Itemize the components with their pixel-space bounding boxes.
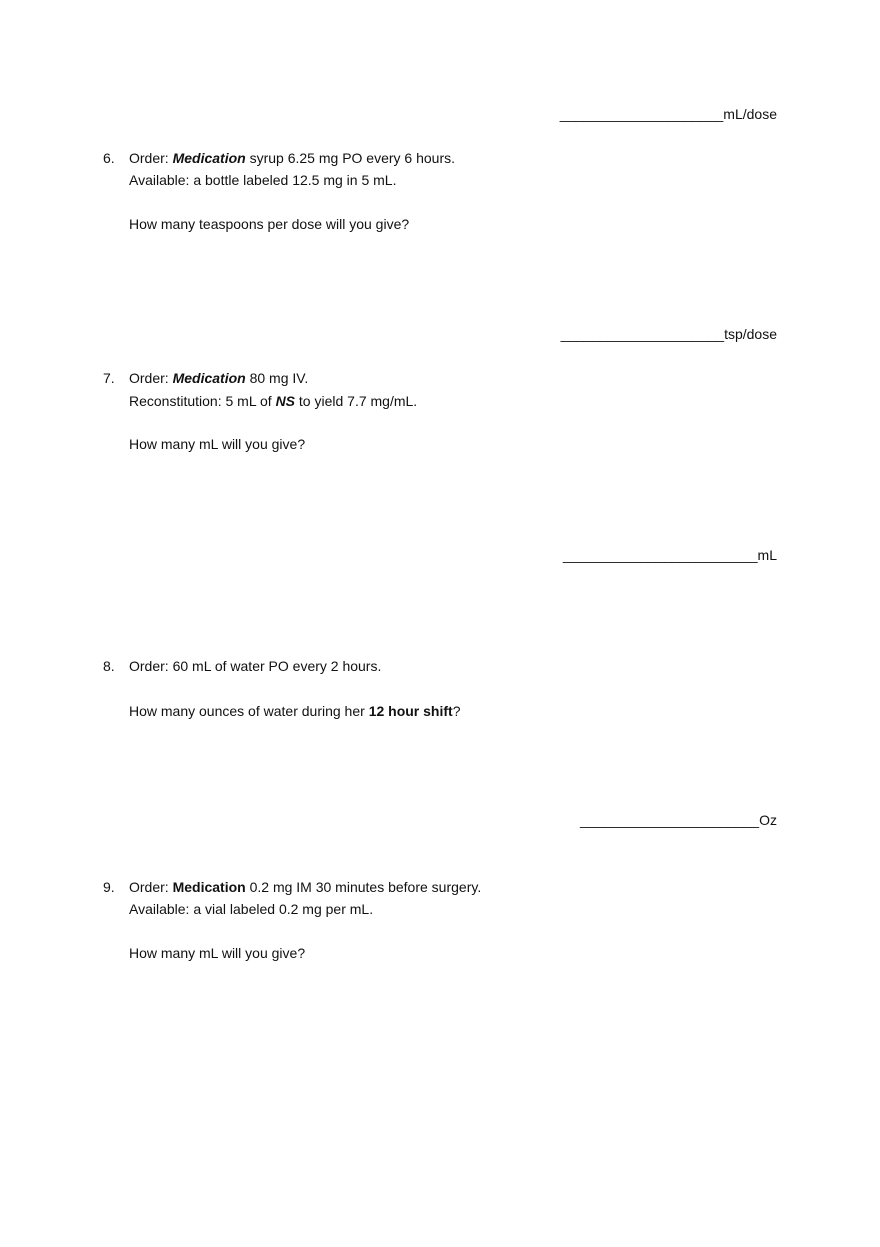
order-line <box>129 150 455 166</box>
answer-blank-ml[interactable]: _________________________mL <box>562 547 777 563</box>
question-suffix: ? <box>452 703 461 719</box>
shift-emphasis: 12 hour shift <box>368 703 453 719</box>
question-text: How many mL will you give? <box>129 436 306 452</box>
question-number: 6. <box>103 150 115 166</box>
order-line <box>129 370 308 386</box>
medication-emphasis: Medication <box>172 150 246 166</box>
answer-blank-tsp-dose[interactable]: _____________________tsp/dose <box>560 326 777 342</box>
order-detail: 0.2 mg IM 30 minutes before surgery. <box>245 879 482 895</box>
reconstitution-label: Reconstitution: 5 mL of <box>129 393 276 409</box>
question-text <box>129 703 461 719</box>
question-text: How many mL will you give? <box>129 945 306 961</box>
order-line: Order: 60 mL of water PO every 2 hours. <box>129 658 382 674</box>
diluent-emphasis: NS <box>275 393 296 409</box>
question-number: 7. <box>103 370 115 386</box>
answer-blank-oz[interactable]: _______________________Oz <box>580 812 777 828</box>
available-line: Available: a bottle labeled 12.5 mg in 5 mL. <box>129 172 397 188</box>
reconstitution-detail: to yield 7.7 mg/mL. <box>295 393 418 409</box>
reconstitution-line <box>129 393 417 409</box>
available-line: Available: a vial labeled 0.2 mg per mL. <box>129 901 374 917</box>
question-number: 8. <box>103 658 115 674</box>
medication-emphasis: Medication <box>172 370 246 386</box>
medication-emphasis: Medication <box>172 879 246 895</box>
order-label: Order: <box>129 370 173 386</box>
order-label: Order: <box>129 879 173 895</box>
order-detail: syrup 6.25 mg PO every 6 hours. <box>245 150 456 166</box>
order-detail: 80 mg IV. <box>245 370 309 386</box>
question-number: 9. <box>103 879 115 895</box>
answer-blank-ml-dose[interactable]: _____________________mL/dose <box>559 106 777 122</box>
question-prefix: How many ounces of water during her <box>129 703 369 719</box>
order-line <box>129 879 481 895</box>
order-label: Order: <box>129 150 173 166</box>
question-text: How many teaspoons per dose will you give? <box>129 216 410 232</box>
